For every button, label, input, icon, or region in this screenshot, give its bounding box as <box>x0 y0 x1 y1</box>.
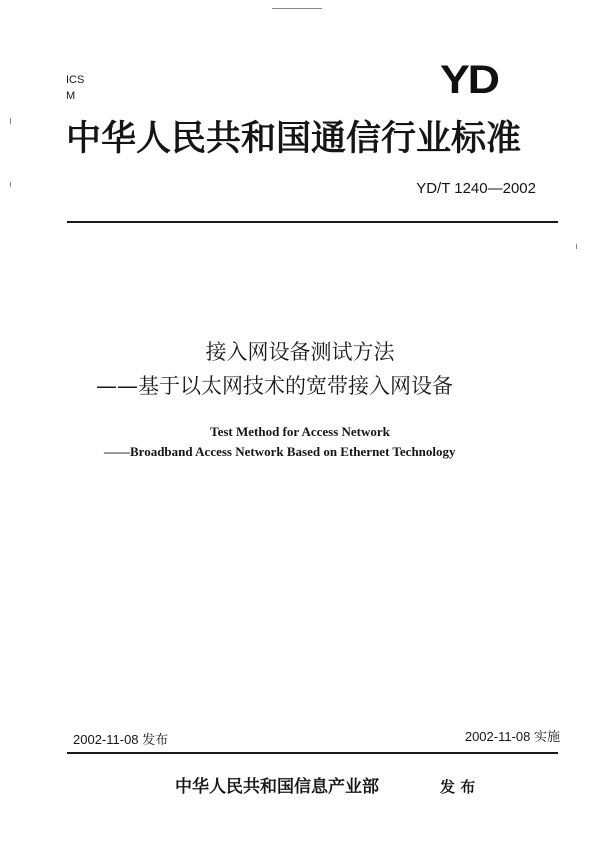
implementation-date: 2002-11-08 实施 <box>464 729 560 744</box>
standard-title: 中华人民共和国通信行业标准 <box>66 119 522 159</box>
chinese-title: 接入网设备测试方法 <box>205 340 395 364</box>
yd-logo: YD <box>440 58 498 102</box>
issue-date: 2002-11-08 发布 <box>73 732 169 747</box>
chinese-subtitle: ——基于以太网技术的宽带接入网设备 <box>96 374 453 398</box>
publish-label: 发 布 <box>440 778 476 796</box>
english-title: Test Method for Access Network <box>210 424 390 439</box>
ics-label: ICS <box>66 74 85 86</box>
classification-label: M <box>66 90 76 102</box>
top-rule <box>67 221 558 223</box>
standard-number: YD/T 1240—2002 <box>416 180 536 197</box>
publisher-name: 中华人民共和国信息产业部 <box>175 777 379 797</box>
bottom-rule <box>67 752 558 754</box>
english-subtitle: ——Broadband Access Network Based on Ethernet Technology <box>104 444 456 459</box>
